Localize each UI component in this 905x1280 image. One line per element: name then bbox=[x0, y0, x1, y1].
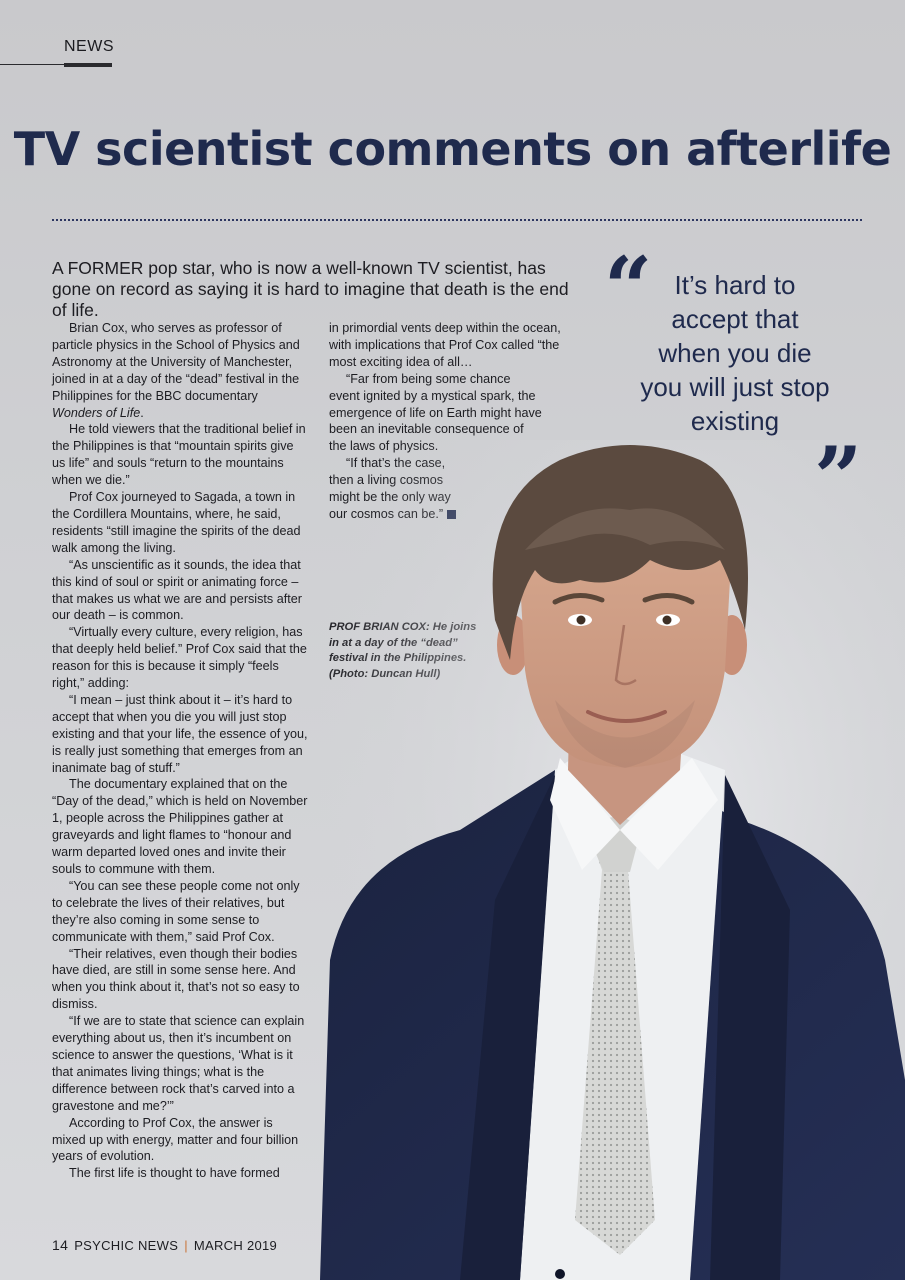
page-number: 14 bbox=[52, 1237, 69, 1253]
standfirst: A FORMER pop star, who is now a well-known TV scientist, has gone on record as saying it is hard to imagine that death is the end of life. bbox=[52, 258, 569, 320]
issue-date: MARCH 2019 bbox=[193, 1238, 278, 1253]
paragraph: “You can see these people come not only to celebrate the lives of their relatives, but they’re also coming in some sense to communicate with them,” said Prof Cox. bbox=[52, 878, 300, 944]
dotted-divider bbox=[52, 219, 862, 221]
paragraph: “If we are to state that science can explain everything about us, then it’s incumbent on science to answer the questions, ‘What is it that animates living things; what is the difference between rock that’s carved into a gravestone and me?’” bbox=[52, 1014, 305, 1113]
paragraph: in primordial vents deep within the ocean, with implications that Prof Cox called “the most exciting idea of all… bbox=[329, 321, 561, 369]
paragraph: Prof Cox journeyed to Sagada, a town in the Cordillera Mountains, where, he said, residents “still imagine the spirits of the dead walk among the living. bbox=[52, 490, 301, 555]
article-column-1 bbox=[52, 320, 308, 1182]
paragraph: The first life is thought to have formed bbox=[69, 1166, 280, 1181]
footer-separator: | bbox=[184, 1238, 188, 1253]
section-label: NEWS bbox=[64, 38, 114, 55]
paragraph: “Far from being some chance event ignited by a mystical spark, the emergence of life on Earth might have been an inevitable consequence of bbox=[329, 371, 542, 437]
publication-name: PSYCHIC NEWS bbox=[74, 1238, 179, 1253]
paragraph: “As unscientific as it sounds, the idea that this kind of soul or spirit or animating force – that makes us what we are and persists after our death – is common. bbox=[52, 557, 302, 623]
documentary-title: Wonders of Life bbox=[52, 405, 141, 420]
paragraph-text: Brian Cox, who serves as professor of particle physics in the School of Physics and Astronomy at the University of Manchester, joined in at a day of the “dead” festival in the Philippines for the BBC documentary bbox=[52, 321, 300, 403]
portrait-photo bbox=[320, 440, 905, 1280]
section-rule-thick bbox=[64, 63, 112, 67]
headline: TV scientist comments on afterlife bbox=[13, 122, 892, 176]
quote-close-icon: ” bbox=[814, 428, 863, 527]
paragraph: “Their relatives, even though their bodies have died, are still in some sense here. And when you think about it, that’s not so easy to dismiss. bbox=[52, 946, 300, 1012]
page-footer bbox=[52, 1237, 277, 1253]
paragraph-text: . bbox=[140, 405, 144, 420]
quote-open-icon: “ bbox=[604, 238, 653, 337]
section-rule-thin bbox=[0, 64, 64, 65]
paragraph: The documentary explained that on the “Day of the dead,” which is held on November 1, people across the Philippines gather at graveyards and light flames to “honour and warm departed loved ones and invite their souls to commune with them. bbox=[52, 777, 308, 876]
paragraph: He told viewers that the traditional belief in the Philippines is that “mountain spirits give us life” and souls “return to the mountains when we die.” bbox=[52, 422, 306, 488]
paragraph: “I mean – just think about it – it’s hard to accept that when you die you will just stop existing and that your life, the essence of you, is really just something that emerges from an inanimate bag of stuff.” bbox=[52, 692, 308, 775]
paragraph bbox=[52, 320, 308, 421]
paragraph: According to Prof Cox, the answer is mixed up with energy, matter and four billion years of evolution. bbox=[52, 1115, 299, 1164]
pull-quote: It’s hard to accept that when you die you will just stop existing bbox=[640, 270, 830, 436]
paragraph: “Virtually every culture, every religion, has that deeply held belief.” Prof Cox said that the reason for this is because it simply “feels right,” adding: bbox=[52, 625, 307, 691]
